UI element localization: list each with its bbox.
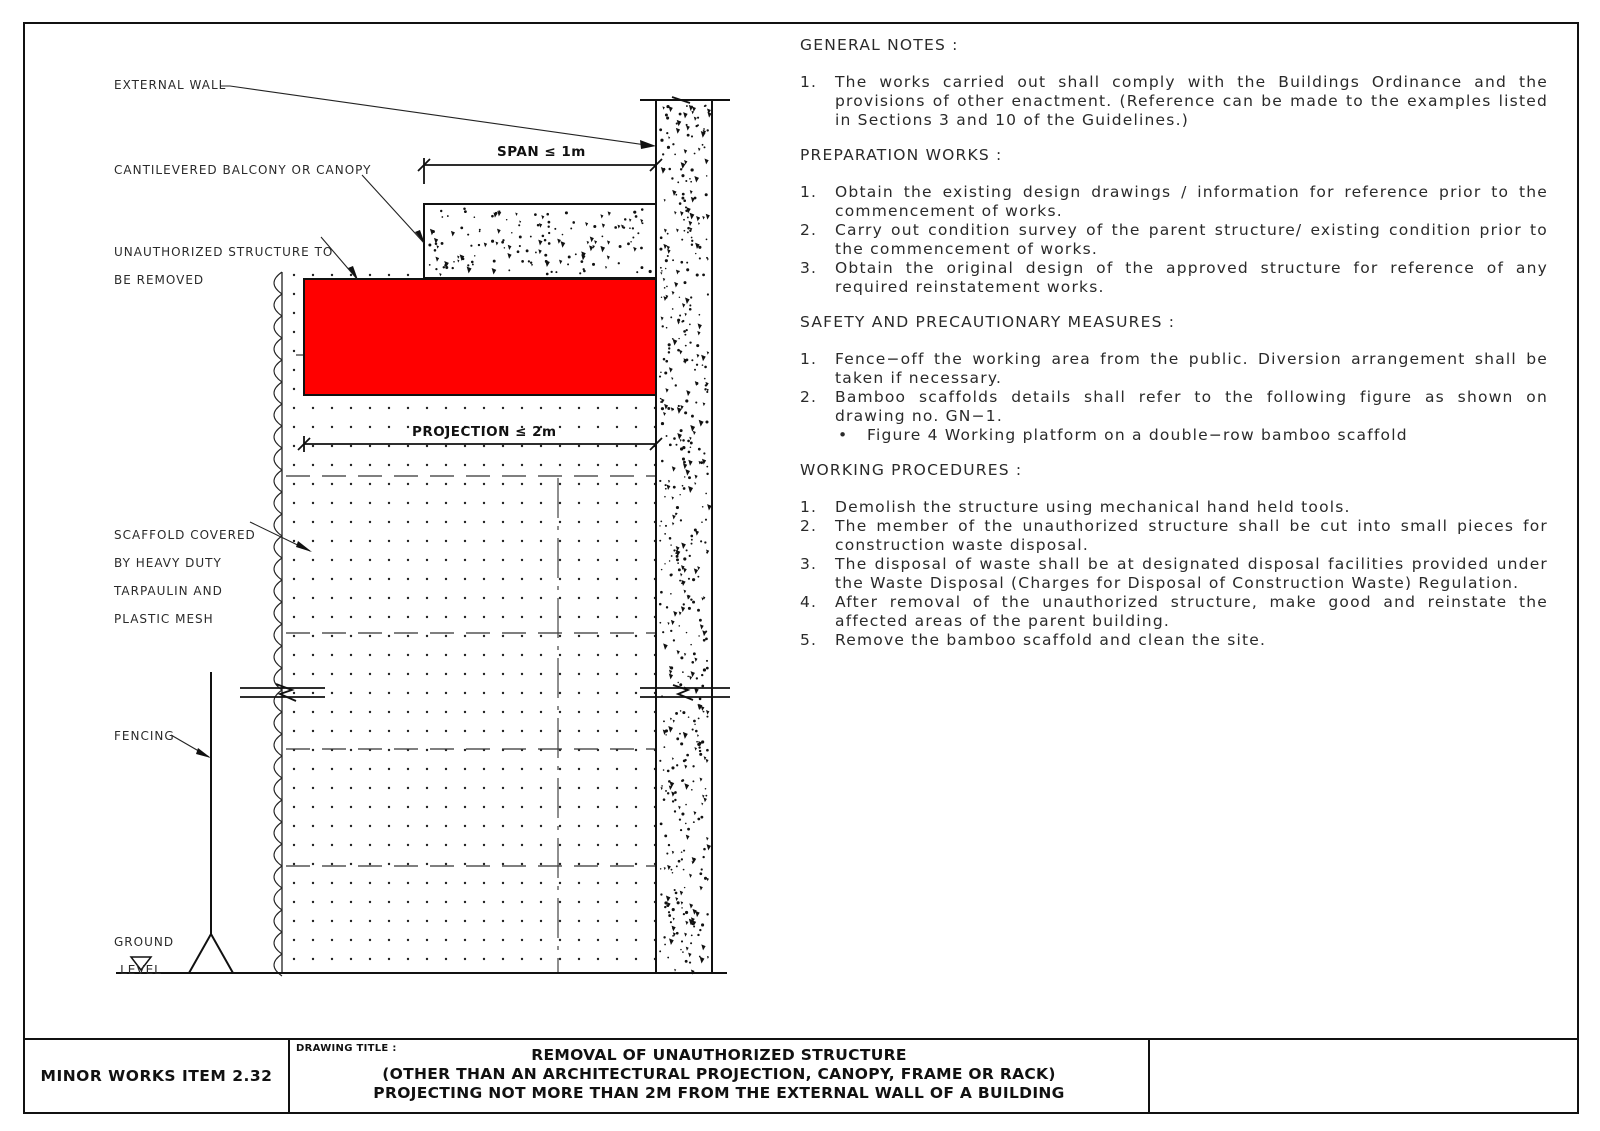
label-unauthorized-structure <box>114 231 333 301</box>
label-scaffold-line2: BY HEAVY DUTY <box>114 556 222 570</box>
preparation-works-title: PREPARATION WORKS : <box>800 146 1003 164</box>
label-ground-level <box>114 921 175 991</box>
preparation-works <box>800 146 1548 297</box>
item-number: 1. <box>800 498 818 516</box>
preparation-item <box>800 183 1548 221</box>
span-label: SPAN ≤ 1m <box>497 144 586 160</box>
procedure-item <box>800 555 1548 593</box>
procedure-item <box>800 517 1548 555</box>
item-number: 2. <box>800 221 818 239</box>
label-fencing: FENCING <box>114 729 175 743</box>
item-number: 2. <box>800 388 818 406</box>
item-text: Bamboo scaffolds details shall refer to the following figure as shown on drawing no. GN−1. <box>835 388 1548 425</box>
label-ground-line2: LEVEL <box>120 963 162 977</box>
general-notes <box>800 36 1548 130</box>
safety-bullet <box>800 426 1548 445</box>
general-note-item <box>800 73 1548 130</box>
span-dimension <box>418 158 662 184</box>
label-unauthorized-line1: UNAUTHORIZED STRUCTURE TO <box>114 245 334 259</box>
drawing-title-label: DRAWING TITLE : <box>296 1043 397 1054</box>
bullet-dot: • <box>838 426 849 444</box>
label-scaffold <box>114 514 256 640</box>
preparation-item <box>800 259 1548 297</box>
item-number: 3. <box>800 259 818 277</box>
item-number: 1. <box>800 183 818 201</box>
safety-item <box>800 388 1548 426</box>
notes-panel <box>800 36 1548 666</box>
working-procedures <box>800 461 1548 650</box>
safety-measures <box>800 313 1548 445</box>
procedure-item <box>800 498 1548 517</box>
item-text: Carry out condition survey of the parent structure/ existing condition prior to the commencement of works. <box>835 221 1548 258</box>
item-number: 1. <box>800 73 818 91</box>
minor-works-item: MINOR WORKS ITEM 2.32 <box>40 1067 273 1085</box>
procedure-item <box>800 593 1548 631</box>
label-scaffold-line3: TARPAULIN AND <box>114 584 223 598</box>
drawing-title <box>289 1046 1149 1103</box>
item-text: Demolish the structure using mechanical hand held tools. <box>835 498 1351 516</box>
label-scaffold-line4: PLASTIC MESH <box>114 612 214 626</box>
label-balcony: CANTILEVERED BALCONY OR CANOPY <box>114 163 372 177</box>
working-procedures-title: WORKING PROCEDURES : <box>800 461 1023 479</box>
item-number: 3. <box>800 555 818 573</box>
item-text: Obtain the original design of the approved structure for reference of any required reinstatement works. <box>835 259 1548 296</box>
general-notes-title: GENERAL NOTES : <box>800 36 959 54</box>
drawing-title-line2: (OTHER THAN AN ARCHITECTURAL PROJECTION, CANOPY, FRAME OR RACK) <box>382 1065 1056 1083</box>
tarpaulin-scallops <box>274 272 282 976</box>
bullet-text: Figure 4 Working platform on a double−row bamboo scaffold <box>867 426 1408 444</box>
label-unauthorized-line2: BE REMOVED <box>114 273 205 287</box>
item-number: 1. <box>800 350 818 368</box>
label-external-wall: EXTERNAL WALL <box>114 78 227 92</box>
item-text: After removal of the unauthorized structure, make good and reinstate the affected areas of the parent building. <box>835 593 1548 630</box>
drawing-title-line3: PROJECTING NOT MORE THAN 2M FROM THE EXTERNAL WALL OF A BUILDING <box>373 1084 1065 1102</box>
item-number: 4. <box>800 593 818 611</box>
projection-label: PROJECTION ≤ 2m <box>412 424 557 440</box>
item-text: Fence−off the working area from the public. Diversion arrangement shall be taken if necessary. <box>835 350 1548 387</box>
fencing <box>189 672 233 973</box>
item-number: 2. <box>800 517 818 535</box>
item-text: The disposal of waste shall be at designated disposal facilities provided under the Waste Disposal (Charges for Disposal of Construction Waste) Regulation. <box>835 555 1548 592</box>
item-text: Remove the bamboo scaffold and clean the site. <box>835 631 1267 649</box>
item-text: The member of the unauthorized structure shall be cut into small pieces for construction waste disposal. <box>835 517 1548 554</box>
unauthorized-structure <box>304 279 656 395</box>
item-text: The works carried out shall comply with the Buildings Ordinance and the provisions of other enactment. (Reference can be made to the examples listed in Sections 3 and 10 of the Guidelines.) <box>835 73 1548 129</box>
item-text: Obtain the existing design drawings / information for reference prior to the commencement of works. <box>835 183 1548 220</box>
safety-measures-title: SAFETY AND PRECAUTIONARY MEASURES : <box>800 313 1176 331</box>
procedure-item <box>800 631 1548 650</box>
drawing-title-line1: REMOVAL OF UNAUTHORIZED STRUCTURE <box>531 1046 907 1064</box>
label-scaffold-line1: SCAFFOLD COVERED <box>114 528 256 542</box>
item-number: 5. <box>800 631 818 649</box>
safety-item <box>800 350 1548 388</box>
preparation-item <box>800 221 1548 259</box>
label-ground-line1: GROUND <box>114 935 175 949</box>
